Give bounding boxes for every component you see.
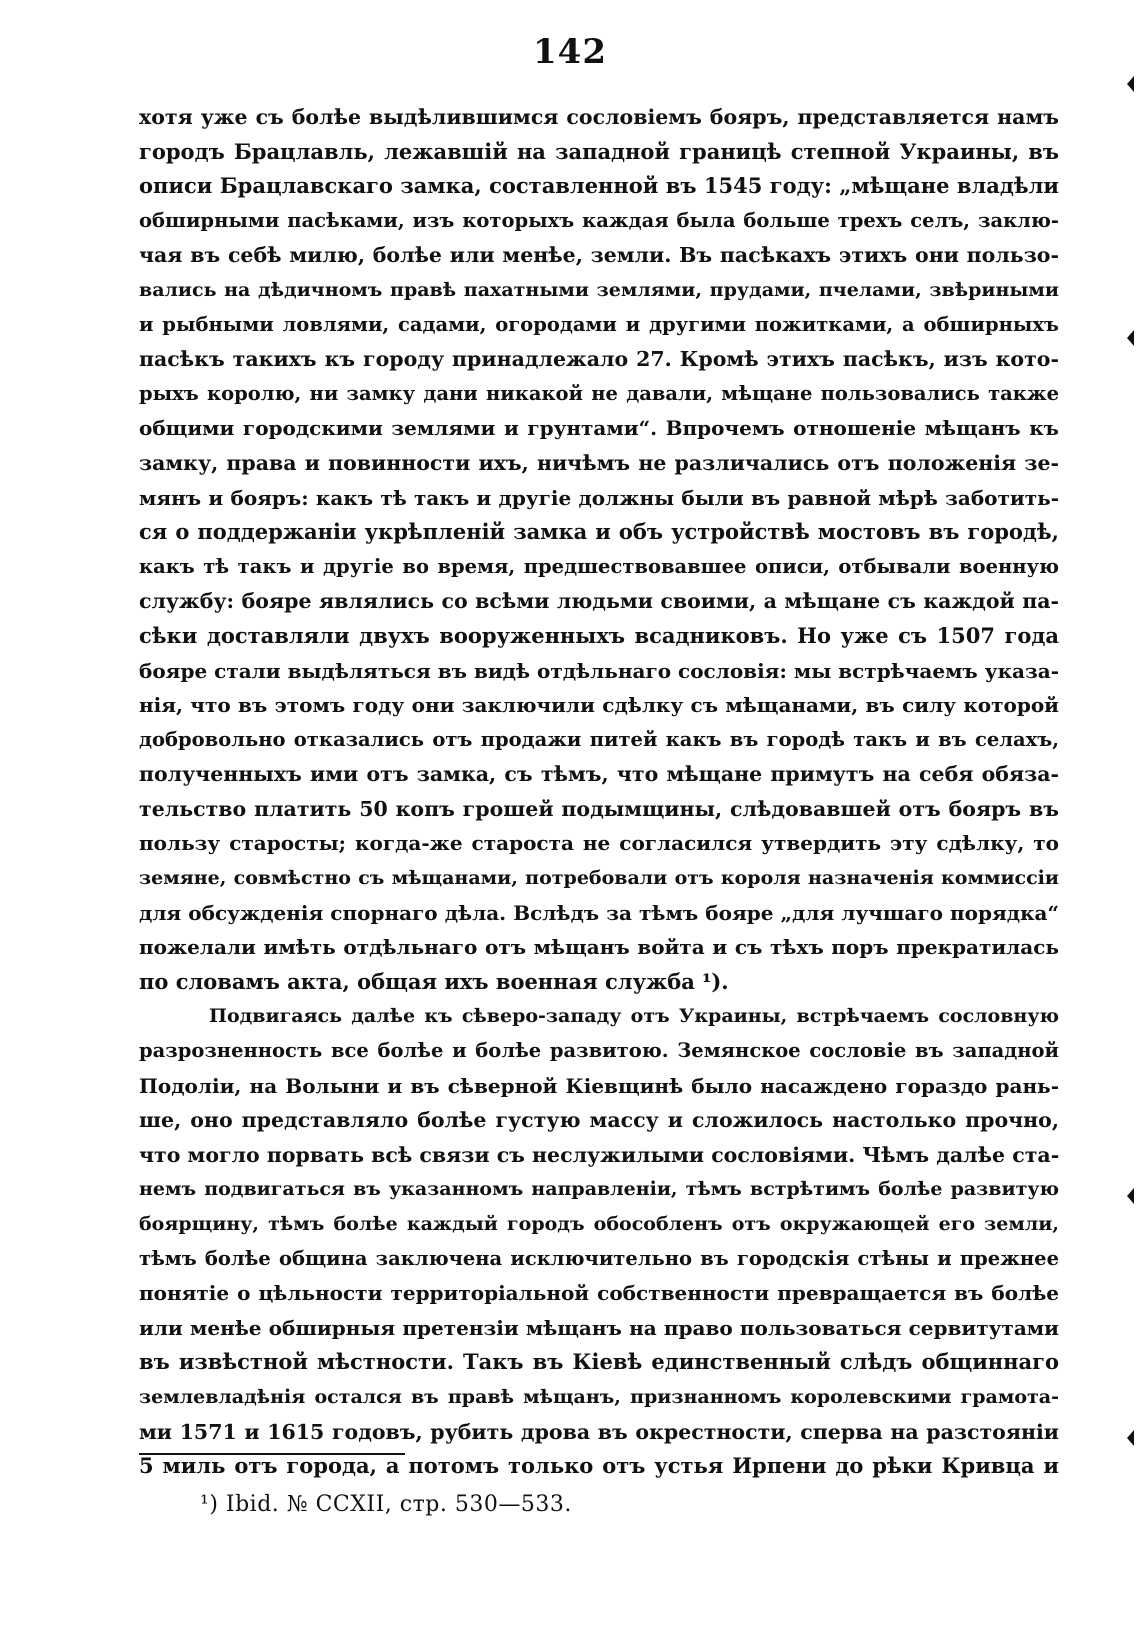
text-line: землевладѣнія остался въ правѣ мѣщанъ, признанномъ королевскими грамота-	[139, 1385, 1059, 1408]
text-line: боярщину, тѣмъ болѣе каждый городъ обособленъ отъ окружающей его земли,	[139, 1213, 1059, 1235]
text-line: бояре стали выдѣляться въ видѣ отдѣльнаго сословія: мы встрѣчаемъ указа-	[139, 658, 1059, 683]
text-line: что могло порвать всѣ связи съ неслужилыми сословіями. Чѣмъ далѣе ста-	[139, 1142, 1060, 1167]
text-line: ше, оно представляло болѣе густую массу и сложилось настолько прочно,	[139, 1108, 1059, 1133]
text-line: какъ тѣ такъ и другіе во время, предшествовавшее описи, отбывали военную	[139, 554, 1059, 578]
text-line: мянъ и бояръ: какъ тѣ такъ и другіе должны были въ равной мѣрѣ заботить-	[139, 485, 1059, 510]
text-line: Подвигаясь далѣе къ сѣверо-западу отъ Украины, встрѣчаемъ сословную	[209, 1005, 1059, 1028]
text-line: 5 миль отъ города, а потомъ только отъ устья Ирпени до рѣки Кривца и	[139, 1453, 1059, 1479]
text-line: добровольно отказались отъ продажи питей какъ въ городѣ такъ и въ селахъ,	[139, 727, 1059, 751]
margin-mark	[1127, 1430, 1134, 1446]
text-line: тѣмъ болѣе община заключена исключительно въ городскія стѣны и прежнее	[139, 1246, 1059, 1270]
text-line: пользу старосты; когда-же староста не согласился утвердить эту сдѣлку, то	[139, 831, 1059, 856]
text-line: Подоліи, на Волыни и въ сѣверной Кіевщинѣ было насаждено гораздо рань-	[139, 1073, 1059, 1098]
margin-mark	[1127, 76, 1134, 92]
text-line: земяне, совмѣстно съ мѣщанами, потребовали отъ короля назначенія коммиссіи	[139, 867, 1059, 890]
text-line: и рыбными ловлями, садами, огородами и другими пожитками, а обширныхъ	[139, 312, 1059, 336]
text-line: чая въ себѣ милю, болѣе или менѣе, земли. Въ пасѣкахъ этихъ они пользо-	[139, 243, 1059, 268]
text-line: обширными пасѣками, изъ которыхъ каждая была больше трехъ селъ, заклю-	[139, 208, 1059, 232]
footnote: ¹) Ibid. № CCXII, стр. 530—533.	[200, 1492, 572, 1517]
text-line: общими городскими землями и грунтами“. Впрочемъ отношеніе мѣщанъ къ	[139, 416, 1059, 441]
text-line: немъ подвигаться въ указанномъ направленіи, тѣмъ встрѣтимъ болѣе развитую	[139, 1178, 1059, 1201]
text-line: ми 1571 и 1615 годовъ, рубить дрова въ окрестности, сперва на разстояніи	[139, 1419, 1059, 1444]
text-line: полученныхъ ими отъ замка, съ тѣмъ, что мѣщане примутъ на себя обяза-	[139, 762, 1059, 787]
text-line: вались на дѣдичномъ правѣ пахатными землями, прудами, пчелами, звѣриными	[139, 278, 1059, 301]
text-line: городъ Брацлавль, лежавшій на западной границѣ степной Украины, въ	[139, 138, 1059, 164]
text-line: пасѣкъ такихъ къ городу принадлежало 27. Кромѣ этихъ пасѣкъ, изъ кото-	[139, 347, 1059, 372]
margin-mark	[1127, 330, 1134, 346]
text-line: или менѣе обширныя претензіи мѣщанъ на право пользоваться сервитутами	[139, 1315, 1059, 1340]
text-line: пожелали имѣть отдѣльнаго отъ мѣщанъ войта и съ тѣхъ поръ прекратилась	[139, 935, 1059, 960]
text-line: хотя уже съ болѣе выдѣлившимся сословіемъ бояръ, представляется намъ	[139, 105, 1059, 129]
text-line: тельство платить 50 копъ грошей подымщины, слѣдовавшей отъ бояръ въ	[139, 796, 1059, 821]
text-line: въ извѣстной мѣстности. Такъ въ Кіевѣ единственный слѣдъ общиннаго	[139, 1349, 1059, 1375]
page-number: 142	[533, 32, 607, 72]
text-line: для обсужденія спорнаго дѣла. Вслѣдъ за тѣмъ бояре „для лучшаго порядка“	[139, 900, 1059, 925]
text-line: службу: бояре являлись со всѣми людьми своими, а мѣщане съ каждой па-	[139, 589, 1059, 614]
text-line: по словамъ акта, общая ихъ военная служба ¹).	[139, 968, 729, 994]
text-line: понятіе о цѣльности территоріальной собственности превращается въ болѣе	[139, 1281, 1059, 1306]
text-line: описи Брацлавскаго замка, составленной въ 1545 году: „мѣщане владѣли	[139, 173, 1059, 199]
text-line: рыхъ королю, ни замку дани никакой не давали, мѣщане пользовались также	[139, 381, 1059, 405]
text-line: замку, права и повинности ихъ, ничѣмъ не различались отъ положенія зе-	[139, 450, 1059, 475]
text-line: ся о поддержаніи укрѣпленій замка и объ устройствѣ мостовъ въ городѣ,	[139, 519, 1059, 545]
body-text	[139, 100, 1059, 1484]
text-line: сѣки доставляли двухъ вооруженныхъ всадниковъ. Но уже съ 1507 года	[139, 622, 1059, 648]
text-line: разрозненность все болѣе и болѣе развитою. Земянское сословіе въ западной	[139, 1039, 1059, 1063]
text-line: нія, что въ этомъ году они заключили сдѣлку съ мѣщанами, въ силу которой	[139, 693, 1059, 718]
margin-mark	[1127, 1188, 1134, 1204]
footnote-divider	[139, 1453, 405, 1455]
